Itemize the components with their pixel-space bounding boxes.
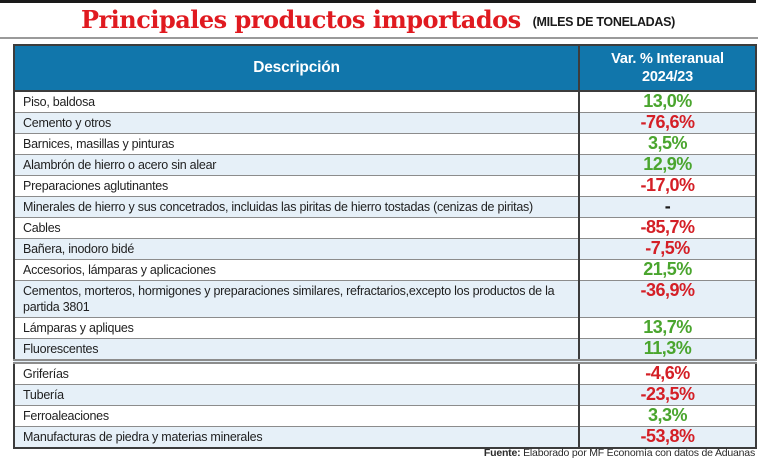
table-row (14, 406, 756, 427)
table-row (14, 239, 756, 260)
table-row (14, 318, 756, 339)
product-description: Barnices, masillas y pinturas (14, 134, 579, 155)
source-text: Elaborado por MF Economía con datos de Aduanas (520, 447, 755, 459)
variation-value: 13,0% (579, 91, 756, 113)
product-description: Cables (14, 218, 579, 239)
product-description: Ferroaleaciones (14, 406, 579, 427)
col-header-variation (579, 45, 756, 91)
variation-value: 3,3% (579, 406, 756, 427)
variation-value: - (579, 197, 756, 218)
table-row (14, 155, 756, 176)
variation-value: -76,6% (579, 113, 756, 134)
product-description: Bañera, inodoro bidé (14, 239, 579, 260)
variation-value: -36,9% (579, 281, 756, 318)
variation-value: -4,6% (579, 362, 756, 385)
table-body (14, 91, 756, 448)
variation-value: 21,5% (579, 260, 756, 281)
variation-value: 11,3% (579, 339, 756, 362)
table-row (14, 134, 756, 155)
table-row (14, 91, 756, 113)
product-description: Alambrón de hierro o acero sin alear (14, 155, 579, 176)
variation-value: 3,5% (579, 134, 756, 155)
table-row (14, 339, 756, 362)
product-description: Preparaciones aglutinantes (14, 176, 579, 197)
product-description: Griferías (14, 362, 579, 385)
table-row (14, 362, 756, 385)
source-label: Fuente: (483, 447, 521, 459)
table-header (14, 45, 756, 91)
table-row (14, 427, 756, 449)
page-subtitle: (MILES DE TONELADAS) (532, 14, 676, 29)
variation-value: -7,5% (579, 239, 756, 260)
col-header-variation-line2: 2024/23 (641, 69, 693, 85)
table-row (14, 218, 756, 239)
table-row (14, 260, 756, 281)
product-description: Cementos, morteros, hormigones y preparaciones similares, refractarios,excepto los productos de la partida 3801 (14, 281, 579, 318)
variation-value: -23,5% (579, 385, 756, 406)
variation-value: 12,9% (579, 155, 756, 176)
product-description: Minerales de hierro y sus concetrados, incluidas las piritas de hierro tostadas (cenizas de piritas) (14, 197, 579, 218)
source-note (13, 447, 755, 459)
product-description: Tubería (14, 385, 579, 406)
table-row (14, 197, 756, 218)
product-description: Cemento y otros (14, 113, 579, 134)
variation-value: 13,7% (579, 318, 756, 339)
imports-table (13, 44, 757, 449)
table-row (14, 281, 756, 318)
col-header-variation-line1: Var. % Interanual (611, 51, 724, 67)
variation-value: -17,0% (579, 176, 756, 197)
table-row (14, 176, 756, 197)
product-description: Piso, baldosa (14, 91, 579, 113)
variation-value: -53,8% (579, 427, 756, 449)
variation-value: -85,7% (579, 218, 756, 239)
col-header-description: Descripción (14, 45, 579, 91)
product-description: Accesorios, lámparas y aplicaciones (14, 260, 579, 281)
header-rule (0, 37, 758, 39)
product-description: Fluorescentes (14, 339, 579, 362)
page-title: Principales productos importados (80, 5, 521, 34)
table-row (14, 385, 756, 406)
product-description: Lámparas y apliques (14, 318, 579, 339)
header (0, 3, 756, 36)
table-row (14, 113, 756, 134)
product-description: Manufacturas de piedra y materias minerales (14, 427, 579, 449)
